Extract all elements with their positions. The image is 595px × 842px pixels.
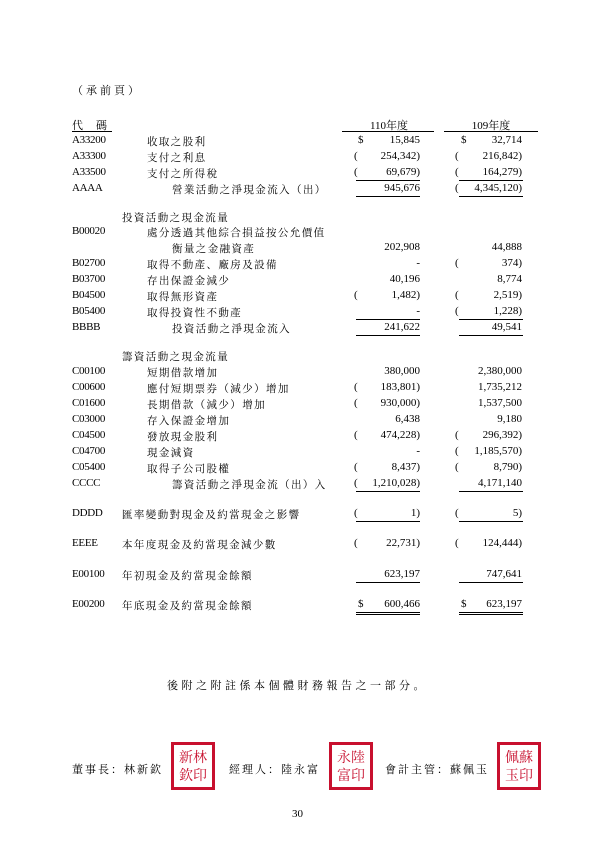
- row-label: 現金減資: [147, 448, 195, 459]
- current-currency-symbol: $: [358, 134, 364, 146]
- current-year-value: 1,210,028): [372, 477, 420, 489]
- prior-year-value: 296,392): [482, 429, 522, 441]
- underline: [356, 582, 420, 583]
- prior-year-value: 5): [512, 507, 522, 519]
- current-year-value: 6,438: [395, 413, 420, 425]
- prior-open-paren: (: [455, 537, 459, 549]
- underline: [459, 180, 523, 181]
- prior-year-value: 216,842): [482, 150, 522, 162]
- double-underline: [356, 612, 420, 613]
- current-year-value: 1): [410, 507, 420, 519]
- row-label: 投資活動之淨現金流入: [172, 324, 291, 335]
- prior-open-paren: (: [455, 257, 459, 269]
- prior-year-value: 9,180: [497, 413, 522, 425]
- current-open-paren: (: [354, 166, 358, 178]
- row-code: A33200: [72, 134, 106, 146]
- current-open-paren: (: [354, 397, 358, 409]
- current-year-value: -: [416, 305, 420, 317]
- double-underline: [459, 614, 523, 615]
- underline: [459, 582, 523, 583]
- row-code: C03000: [72, 413, 106, 425]
- row-code: C04500: [72, 429, 106, 441]
- row-code: CCCC: [72, 477, 101, 489]
- row-code: C01600: [72, 397, 106, 409]
- footnote: 後附之附註係本個體財務報告之一部分。: [167, 680, 428, 692]
- current-year-value: 202,908: [384, 241, 420, 253]
- row-label: 取得無形資產: [147, 292, 219, 303]
- row-label: 短期借款增加: [147, 368, 219, 379]
- current-open-paren: (: [354, 289, 358, 301]
- row-code: BBBB: [72, 321, 101, 333]
- current-open-paren: (: [354, 461, 358, 473]
- current-year-value: 623,197: [384, 568, 420, 580]
- current-currency-symbol: $: [358, 598, 364, 610]
- prior-year-value: 8,774: [497, 273, 522, 285]
- underline: [356, 196, 420, 197]
- underline: [356, 180, 420, 181]
- prior-year-value: 164,279): [482, 166, 522, 178]
- row-code: E00200: [72, 598, 105, 610]
- prior-year-value: 49,541: [491, 321, 522, 333]
- row-code: B05400: [72, 305, 106, 317]
- current-year-value: -: [416, 257, 420, 269]
- underline: [459, 491, 523, 492]
- current-year-value: 22,731): [386, 537, 420, 549]
- prior-open-paren: (: [455, 461, 459, 473]
- seal-manager-stamp: [329, 742, 373, 790]
- signature-manager: 經理人：陸永富: [229, 764, 320, 776]
- prior-year-value: 4,171,140: [478, 477, 522, 489]
- row-label: 支付之利息: [147, 153, 207, 164]
- row-code: B04500: [72, 289, 106, 301]
- continued-label: （承前頁）: [72, 85, 142, 97]
- row-code: B02700: [72, 257, 106, 269]
- current-year-value: 8,437): [391, 461, 420, 473]
- current-year-value: 241,622: [384, 321, 420, 333]
- current-year-value: 15,845: [389, 134, 420, 146]
- prior-open-paren: (: [455, 429, 459, 441]
- svg-text:欽印: 欽印: [179, 768, 207, 784]
- prior-year-value: 32,714: [491, 134, 522, 146]
- current-year-value: -: [416, 445, 420, 457]
- current-year-value: 930,000): [380, 397, 420, 409]
- svg-text:永陸: 永陸: [337, 750, 365, 766]
- row-code: C00100: [72, 365, 106, 377]
- svg-text:富印: 富印: [337, 768, 365, 784]
- row-label: 存入保證金增加: [147, 416, 231, 427]
- row-label: 支付之所得稅: [147, 169, 219, 180]
- prior-year-value: 4,345,120): [474, 182, 522, 194]
- current-open-paren: (: [354, 429, 358, 441]
- current-year-value: 945,676: [384, 182, 420, 194]
- underline: [459, 521, 523, 522]
- row-label: 取得投資性不動產: [147, 308, 243, 319]
- prior-open-paren: (: [455, 507, 459, 519]
- header-underline-code: [72, 131, 112, 132]
- row-code: A33500: [72, 166, 106, 178]
- row-label: 投資活動之現金流量: [122, 213, 230, 224]
- prior-open-paren: (: [455, 150, 459, 162]
- underline: [459, 335, 523, 336]
- current-year-value: 254,342): [380, 150, 420, 162]
- signature-chairman: 董事長：林新欽: [72, 764, 163, 776]
- row-code: B03700: [72, 273, 106, 285]
- row-label: 收取之股利: [147, 137, 207, 148]
- row-label: 籌資活動之淨現金流（出）入: [172, 480, 327, 491]
- underline: [356, 335, 420, 336]
- row-label: 年底現金及約當現金餘額: [122, 601, 253, 612]
- prior-currency-symbol: $: [461, 598, 467, 610]
- row-code: DDDD: [72, 507, 103, 519]
- prior-year-value: 124,444): [482, 537, 522, 549]
- row-label: 本年度現金及約當現金減少數: [122, 540, 277, 551]
- current-open-paren: (: [354, 150, 358, 162]
- current-year-value: 183,801): [380, 381, 420, 393]
- row-label: 存出保證金減少: [147, 276, 231, 287]
- prior-year-value: 2,380,000: [478, 365, 522, 377]
- prior-year-value: 747,641: [486, 568, 522, 580]
- current-year-value: 474,228): [380, 429, 420, 441]
- current-open-paren: (: [354, 381, 358, 393]
- page-number: 30: [292, 808, 303, 820]
- row-code: C00600: [72, 381, 106, 393]
- current-open-paren: (: [354, 537, 358, 549]
- prior-open-paren: (: [455, 166, 459, 178]
- seal-accountant-stamp: [497, 742, 541, 790]
- prior-year-value: 8,790): [493, 461, 522, 473]
- row-label: 年初現金及約當現金餘額: [122, 571, 253, 582]
- current-open-paren: (: [354, 507, 358, 519]
- underline: [356, 319, 420, 320]
- underline: [356, 491, 420, 492]
- row-label: 應付短期票券（減少）增加: [147, 384, 290, 395]
- current-year-value: 40,196: [389, 273, 420, 285]
- prior-open-paren: (: [455, 182, 459, 194]
- double-underline: [459, 612, 523, 613]
- prior-year-value: 374): [501, 257, 522, 269]
- prior-year-value: 623,197: [486, 598, 522, 610]
- prior-open-paren: (: [455, 289, 459, 301]
- row-code: A33300: [72, 150, 106, 162]
- row-label: 長期借款（減少）增加: [147, 400, 266, 411]
- row-code: C04700: [72, 445, 106, 457]
- header-underline-current: [342, 131, 434, 132]
- column-header-code: 代 碼: [72, 120, 108, 132]
- row-code: C05400: [72, 461, 106, 473]
- prior-open-paren: (: [455, 305, 459, 317]
- current-open-paren: (: [354, 477, 358, 489]
- prior-year-value: 1,228): [493, 305, 522, 317]
- row-label: 取得不動產、廠房及設備: [147, 260, 278, 271]
- prior-year-value: 44,888: [491, 241, 522, 253]
- row-label: 匯率變動對現金及約當現金之影響: [122, 510, 301, 521]
- row-code: EEEE: [72, 537, 98, 549]
- row-label: 處分透過其他綜合損益按公允價值: [147, 228, 326, 239]
- row-label: 營業活動之淨現金流入（出）: [172, 185, 327, 196]
- header-underline-prior: [444, 131, 538, 132]
- prior-year-value: 1,735,212: [478, 381, 522, 393]
- column-header-current-year: 110年度: [369, 120, 409, 132]
- svg-text:玉印: 玉印: [505, 768, 533, 784]
- current-year-value: 1,482): [391, 289, 420, 301]
- prior-year-value: 1,185,570): [474, 445, 522, 457]
- double-underline: [356, 614, 420, 615]
- signature-accountant: 會計主管：蘇佩玉: [385, 764, 489, 776]
- svg-text:新林: 新林: [179, 750, 207, 766]
- row-label: 衡量之金融資產: [172, 244, 256, 255]
- prior-open-paren: (: [455, 445, 459, 457]
- svg-text:佩蘇: 佩蘇: [505, 750, 533, 766]
- prior-year-value: 1,537,500: [478, 397, 522, 409]
- row-label: 取得子公司股權: [147, 464, 231, 475]
- row-code: E00100: [72, 568, 105, 580]
- column-header-prior-year: 109年度: [471, 120, 511, 132]
- row-code: AAAA: [72, 182, 103, 194]
- current-year-value: 380,000: [384, 365, 420, 377]
- underline: [356, 521, 420, 522]
- row-code: B00020: [72, 225, 106, 237]
- row-label: 發放現金股利: [147, 432, 219, 443]
- prior-currency-symbol: $: [461, 134, 467, 146]
- underline: [459, 319, 523, 320]
- seal-chairman-stamp: [171, 742, 215, 790]
- underline: [459, 196, 523, 197]
- current-year-value: 69,679): [386, 166, 420, 178]
- row-label: 籌資活動之現金流量: [122, 352, 230, 363]
- current-year-value: 600,466: [384, 598, 420, 610]
- prior-year-value: 2,519): [493, 289, 522, 301]
